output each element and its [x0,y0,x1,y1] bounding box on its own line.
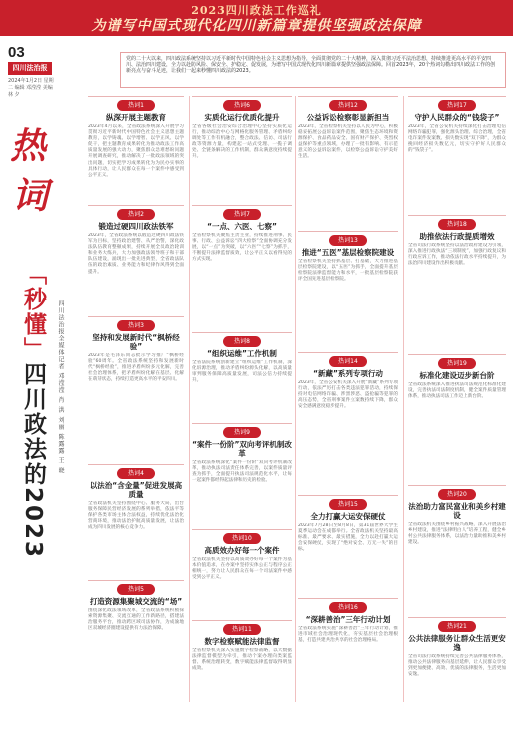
hotword-title: “组织运维”工作机制 [207,349,277,358]
hotword-tag: 热词18 [438,219,476,230]
hotword-body: 2023年，全省公安机关深入开展“新藏”系列专项行动，依法严厉打击各类违法犯罪活动，持续保持对电信网络诈骗、涉黑涉恶、盗抢骗等犯罪的高压态势，全省刑事案件立案数持续下降，群众安全感满意度稳步提升。 [298,380,398,410]
hotword-card [88,205,184,313]
feature-title [16,262,50,559]
hotword-tag: 热词4 [117,468,155,479]
hotword-body: 围绕深化政法领域改革，全省政法系统积极探索资源集聚、交流互通的工作新路径，搭建法治服务平台，推动跨区域司法协作，为成渝地区双城经济圈建设提供有力法治保障。 [88,608,184,632]
hotword-title: 高质效办好每一个案件 [204,546,280,555]
hotword-tag: 热词19 [438,358,476,369]
hotword-body: 全省政法系统深入推进执法司法规范化标准化建设，完善执法司法制度机制，健全案件质量管理体系，推动执法司法工作迈上新台阶。 [408,382,506,400]
article-column-4 [408,96,506,729]
hotword-title: 法治助力富民富业和美乡村建设 [408,502,506,520]
hotword-card [88,316,184,461]
hotword-tag: 热词5 [117,584,155,595]
hotword-body: 全省检察机关深入实施数字检察战略，以大数据法律监督模型为牵引，推动个案办理向类案监督、系统治理转变，数字赋能法律监督取得明显成效。 [192,648,292,672]
hotword-body: 全省检察机关聚焦主责主业，持续推进刑事、民事、行政、公益诉讼“四大检察”全面协调充分发展，以“一点”为突破，以“六医”“七察”为抓手，不断提升法律监督质效，让公平正义以看得见的方式实现。 [192,233,292,263]
hotword-title: 纵深开展主题教育 [106,113,166,122]
hotword-body: 全省检察机关坚持抓基层、打基础，大力推进基层检察院建设，以“五医”为抓手，全面提升基层检察院法律监督能力和水平，一批基层检察院获评全国先进基层检察院。 [298,259,398,283]
feature-byline: 四川法治报全媒体记者 邓滢滢 肖 洪 刘丽 陈露露 王 晓 [57,300,64,475]
hotword-tag: 热词1 [117,100,155,111]
hotword-card [192,205,292,329]
hotword-tag: 热词13 [329,235,367,246]
hotword-card [192,620,292,706]
article-column-1 [88,96,184,697]
hotword-title: 公共法律服务让群众生活更安逸 [408,634,506,652]
hotword-body: 全省政法机关坚持以高质效办好每一个案件为基本价值追求，在办案中坚持实体公正与程序公正相统一，努力让人民群众在每一个司法案件中感受到公平正义。 [192,557,292,581]
hotword-card [192,96,292,202]
hotword-card [192,529,292,617]
hotword-body: 全省政法机关围绕乡村振兴战略，深入开展法治乡村建设，推进“法律明白人”培养工程，健全乡村公共法律服务体系，以法治力量助推和美乡村建设。 [408,522,506,546]
hotword-title: 以法治“含金量”促进发展高质量 [89,481,183,499]
hotword-title: 公益诉讼检察彰显新担当 [306,113,390,122]
hotword-title: “一点、六医、七察” [207,222,277,231]
feature-heading-char-1: 热 [10,125,47,167]
hotword-title: “新藏”系列专项行动 [313,369,383,378]
hotword-tag: 热词2 [117,209,155,220]
hotword-tag: 热词12 [329,100,367,111]
hotword-tag: 热词11 [223,624,261,635]
paper-name-logo: 四川法治报 [8,62,52,75]
hotword-tag: 热词8 [223,336,261,347]
hotword-tag: 热词16 [329,602,367,613]
hotword-title: 锻造过硬四川政法铁军 [98,222,174,231]
hotword-card [408,354,506,482]
hotword-body: 全省法院系统创新建立“组织运维”工作机制，深化诉源治理，推动矛盾纠纷源头化解，以高质量审判服务保障高质量发展，司法公信力持续提升。 [192,360,292,384]
column-divider [189,96,190,702]
hotword-title: 守护人民群众的“钱袋子” [414,113,500,122]
hotword-card [88,464,184,577]
hotword-body: 2023年，全省公安机关持续深化打击治理电信网络诈骗犯罪，强化源头治理、综合治理，全省电诈案件发案数、损失数实现“双下降”，为群众挽回经济损失数亿元，切实守护好人民群众的“钱袋子”。 [408,124,506,154]
issue-meta: 2024年1月2日 星期二 编辑 邓滢滢 美编 林 夕 [8,78,54,98]
hotword-card [408,96,506,212]
article-column-2 [192,96,292,709]
hotword-card [408,485,506,614]
feature-title-rest: 四川政法的2023 [20,362,46,560]
hotword-card [298,96,398,228]
hotword-tag: 热词7 [223,209,261,220]
hotword-card [88,580,184,694]
hotword-body: 2023年是毛泽东同志批示学习推广“枫桥经验”60周年。全省政法系统坚持和发展新时代“枫桥经验”，推进矛盾纠纷多元化解，完善社会治理体系，把矛盾纠纷化解在基层、化解在萌芽状态，持续打造更高水平的平安四川。 [88,353,184,383]
hotword-tag: 热词17 [438,100,476,111]
hotword-card [88,96,184,202]
hotword-title: 数字检察赋能法律监督 [204,637,280,646]
hotword-card [408,215,506,351]
hotword-tag: 热词6 [223,100,261,111]
hotword-body: 全省政法系统深化“案件一份阶”双向考评机制改革，推动执法司法责任体系完善，以案件质量评查为抓手，全面提升执法司法规范化水平，让每一起案件都经得起法律和历史的检验。 [192,460,292,484]
hotword-tag: 热词9 [223,427,261,438]
hotword-body: 2023年7月28日至8月8日，第31届世界大学生夏季运动会在成都举行。全省政法机关坚持最高标准、最严要求、最实措施，全力以赴打赢大运会安保硬仗，实现了“绝对安全、万无一失”的目标。 [298,523,398,553]
banner-series-title: 2023四川政法工作巡礼 [191,4,322,17]
hotword-title: “深耕善治”三年行动计划 [305,615,391,624]
hotword-title: “案件一份阶”双向考评机制改革 [192,440,292,458]
hotword-body: 全省司法行政系统持续完善公共法律服务体系，推动公共法律服务向基层延伸，让人民群众享受到更加便捷、高效、优质的法律服务，生活更加安逸。 [408,654,506,678]
top-banner [0,0,513,36]
hotword-title: 坚持和发展新时代“枫桥经验” [92,333,180,351]
column-divider [295,96,296,702]
hotword-body: 2023年4月以来，全省政法系统深入开展学习贯彻习近平新时代中国特色社会主义思想主题教育，以学铸魂、以学增智、以学正风、以学促干，把主题教育成果转化为推动政法工作高质量发展的强大动力，聚焦群众急难愁盼问题开展调查研究，推动解决了一批政法领域的突出问题，切实把学习成果转化为为民办实事的具体行动，让人民群众在每一个案件中感受到公平正义。 [88,124,184,178]
hotword-body: 全省司法行政系统坚持以法治政府建设为引领，深入推进行政执法“三项制度”，加强行政复议和行政应诉工作，推动依法行政水平持续提升，为法治四川建设作出积极贡献。 [408,243,506,267]
hotword-tag: 热词15 [329,499,367,510]
hotword-body: 全省政法系统实施“深耕善治”三年行动计划，推进市域社会治理现代化，夯实基层社会治理根基，打造共建共治共享的社会治理格局。 [298,626,398,644]
column-divider [403,96,404,702]
feature-heading-char-2: 词 [12,175,49,217]
banner-headline: 为谱写中国式现代化四川新篇章提供坚强政法保障 [91,18,422,34]
feature-title-prefix: 「秒懂」 [20,262,46,362]
intro-box: 党的二十大以来，四川政法系统坚持以习近平新时代中国特色社会主义思想为指导，全面贯彻党的二十大精神，深入贯彻习近平法治思想，持续推进更高水平的平安四川、法治四川建设，全力以赴防风险、保安全、护稳定、促发展，为谱写中国式现代化四川新篇章提供坚强政法保障。回首2023年，20个热词勾勒出四川政法工作的创新亮点与奋斗足迹，让我们一起来秒懂四川政法的2023。 [120,52,506,88]
hotword-card [298,231,398,349]
hotword-card [298,598,398,692]
hotword-body: 2023年，全省检察机关坚持以人民为中心，积极稳妥拓展公益诉讼案件范围，聚焦生态环境和资源保护、食品药品安全、国有财产保护、英烈权益保护等重点领域，办理了一批有影响、有示范意义的公益诉讼案件，以检察公益诉讼守护美好生活。 [298,124,398,160]
hotword-body: 全省各级社会治安综合治理中心坚持实质化运行，推动综治中心与网格化服务管理、矛盾纠纷调处等工作有机融合，整合政法、信访、司法行政等资源力量，构建起一站式受理、一揽子调处、全链条解决的工作机制，群众满意度持续提升。 [192,124,292,160]
hotword-body: 2023年，全省政法系统以锻造过硬四川政法铁军为目标，坚持政治建警、从严治警，深化政法队伍教育整顿成果，持续开展全员政治轮训和业务大练兵，大力加强政法领导班子和干部队伍建设，涌现出一批先进典型，全省政法队伍的政治素质、业务能力和纪律作风得到全面提升。 [88,233,184,275]
hotword-title: 标准化建设迈步新台阶 [419,371,495,380]
hotword-body: 全省政法机关坚持围绕中心、服务大局，出台服务保障民营经济发展的系列举措，依法平等保护各类市场主体合法权益，持续优化法治化营商环境，推动法治护航高质量发展，让法治成为四川发展的核心竞争力。 [88,501,184,531]
hotword-title: 全力打赢大运安保硬仗 [310,512,386,521]
hotword-card [192,423,292,526]
hotword-tag: 热词21 [438,621,476,632]
hotword-tag: 热词10 [223,533,261,544]
hotword-tag: 热词20 [438,489,476,500]
article-column-3 [298,96,398,695]
hotword-title: 打造资源集聚城交流的“场” [89,597,183,606]
hotword-title: 助推依法行政提质增效 [419,232,495,241]
hotword-title: 推进“五医”基层检察院建设 [301,248,395,257]
hotword-card [192,332,292,420]
hotword-card [298,495,398,595]
hotword-tag: 热词14 [329,356,367,367]
page-number: 03 [8,44,25,61]
hotword-card [298,352,398,492]
hotword-tag: 热词3 [117,320,155,331]
hotword-title: 实质化运行优质化提升 [204,113,280,122]
